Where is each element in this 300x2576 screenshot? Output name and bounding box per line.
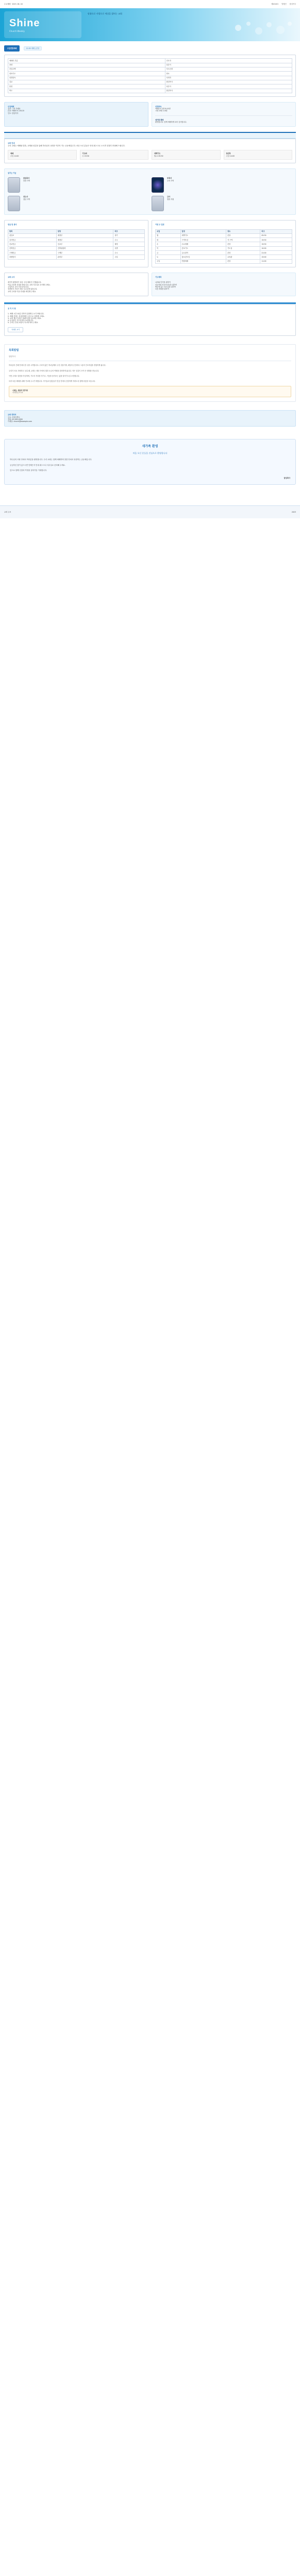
worship-order-box (4, 55, 296, 97)
welcome-letter-signature: 담임목사 (284, 477, 290, 479)
table-cell: 구제부 (56, 251, 113, 255)
order-item: 찬양 (8, 63, 165, 67)
table-cell: 십일조 (8, 233, 57, 238)
table-cell: 토 (156, 255, 181, 259)
table-row (156, 251, 292, 255)
pastor-column-paragraph: 하나님의 은혜 안에서 한 주를 시작합니다. 우리의 삶은 하나님께서 주신 선물이며, 매일의 순간마다 그분의 인도하심을 경험하게 됩니다. (9, 364, 106, 367)
table-row (8, 76, 292, 80)
prayer-box (152, 273, 296, 296)
offering-box (4, 220, 148, 267)
table-row (8, 238, 145, 242)
staff-section (4, 168, 296, 215)
welcome-letter-paragraph: 하나님의 사랑 안에서 여러분을 환영합니다. 우리 교회는 함께 예배하며 말씀 안에서 성장하는 공동체입니다. (10, 459, 92, 461)
table-cell: 감사헌금 (8, 238, 57, 242)
list-item: 새가족 환영회가 다음 주일 예배 후 진행됩니다. (8, 281, 42, 284)
table-cell: 10:00 (260, 246, 292, 250)
staff-card (152, 177, 292, 193)
order-leader: 담임목사 (165, 80, 292, 84)
staff-role: 교육 사역 (167, 179, 174, 182)
table-row (8, 59, 292, 63)
list-item: 주일학교 교사 모집 중입니다. (8, 285, 29, 288)
table-cell: 중보기도 (180, 246, 226, 250)
table-cell: 선교부 (56, 242, 113, 246)
table-row (8, 72, 292, 76)
schedule-col-header: 비고 (260, 229, 292, 233)
avatar (152, 196, 164, 211)
footer-left: 교회 주보 (4, 511, 11, 513)
table-row (8, 89, 292, 93)
order-leader: 사회자 (165, 76, 292, 80)
order-leader: 장로 (165, 72, 292, 76)
offering-table (8, 229, 145, 260)
announcement-title: 공 지 사 항 (8, 307, 16, 310)
table-cell: 재정부 (56, 233, 113, 238)
legend-item (8, 150, 77, 160)
offering-and-schedule (4, 220, 296, 267)
staff-list (8, 196, 292, 211)
sermon-box-title: 주일예배 (8, 105, 14, 108)
table-cell: 기도실 (226, 246, 260, 250)
table-row (8, 255, 145, 259)
welcome-letter-section (4, 439, 296, 485)
contact-section (4, 410, 296, 426)
table-cell: 새벽기도 (180, 233, 226, 238)
order-item: 대표기도 (8, 72, 165, 76)
order-item: 축도 (8, 89, 165, 93)
legend-item (152, 150, 221, 160)
announcement-line: 4. 분실물은 사무실에서 보관합니다. (8, 319, 34, 322)
table-cell: 화 (156, 238, 181, 242)
table-row (156, 246, 292, 250)
table-row (8, 84, 292, 89)
list-item: 다음 세대를 위하여 (155, 288, 169, 291)
table-row (8, 80, 292, 84)
reading-line: 시편 23편 1-6절 (155, 110, 168, 112)
legend-value: 월-토 05:30 (154, 155, 163, 157)
worship-order-section (4, 45, 296, 97)
contact-line: 주소: 서울특별시 (8, 416, 20, 418)
table-row (156, 255, 292, 259)
announcement-line: 5. 주차는 안내 요원의 지시에 따라 주세요. (8, 321, 39, 324)
church-logo (4, 11, 81, 38)
news-box (4, 273, 148, 296)
table-row (156, 242, 292, 246)
order-item: 신앙고백 (8, 67, 165, 71)
table-cell: 수시 (113, 238, 145, 242)
staff-name: 간사 (167, 196, 171, 198)
schedule-table (155, 229, 292, 264)
sermon-line: 설교: 그의 은혜로 (8, 108, 21, 110)
top-right-meta (271, 3, 296, 5)
staff-name: 전도사 (23, 196, 28, 198)
table-cell: 본당 (226, 233, 260, 238)
staff-role: 청년 사역 (23, 198, 30, 200)
divider (155, 115, 292, 116)
list-item: 성경통독 모임이 매주 토요일에 있습니다. (8, 288, 38, 291)
legend-value: 주일 11:00 (10, 155, 19, 157)
table-cell: 재정부 (56, 238, 113, 242)
contact-box (4, 410, 296, 426)
announcement-line: 1. 예배 시간 10분 전까지 입장해 주시기 바랍니다. (8, 313, 44, 315)
legend-value: 수 19:30 (82, 155, 89, 157)
table-cell: 수요예배 (180, 242, 226, 246)
list-item: 여름 수련회 신청을 받습니다. 교회 사무실로 문의해 주세요. (8, 283, 51, 286)
offering-col-header: 담당 (56, 229, 113, 233)
order-item: 예배의 부름 (8, 59, 165, 63)
schedule-col-header: 일정 (180, 229, 226, 233)
table-cell: 수시 (113, 251, 145, 255)
welcome-letter-subtitle: 처음 오신 분들을 진심으로 환영합니다 (132, 451, 168, 454)
announcement-section (4, 302, 296, 336)
decorative-dots-icon (233, 19, 295, 37)
announcement-line: 3. 교회 행사 일정은 홈페이지를 참고해 주세요. (8, 317, 42, 319)
legend-label: 새벽기도 (154, 152, 161, 155)
reading-box-title: 성경봉독 (155, 105, 162, 108)
table-cell: 교육관 (226, 255, 260, 259)
pastor-column-paragraph: 우리가 서로 사랑하고 섬길 때, 교회는 세상 속에서 빛과 소금의 역할을 감당하게 됩니다. 작은 섬김이 모여 큰 변화를 만듭니다. (9, 369, 99, 372)
reading-line: 에베소서 2장 8-10절 (155, 108, 171, 110)
table-cell: 건축위원회 (56, 246, 113, 250)
footer (0, 505, 300, 518)
table-cell: 선교헌금 (8, 242, 57, 246)
news-title: 교회 소식 (8, 276, 15, 279)
sermon-and-reading (4, 102, 296, 127)
details-button[interactable]: 자세히 보기 (8, 327, 23, 332)
publisher: 발행인 (281, 3, 287, 5)
table-cell: 수 (156, 242, 181, 246)
table-cell: 19:30 (260, 238, 292, 242)
welcome-letter-paragraph: 궁금하신 점이 있으시면 언제든지 안내 데스크나 사무실로 문의해 주세요. (10, 464, 65, 466)
avatar (8, 196, 20, 211)
table-cell: 11:00 (260, 259, 292, 263)
table-row (8, 67, 292, 71)
welcome-letter-paragraph: 앞으로 함께 신앙의 여정을 걸어가길 기대합니다. (10, 469, 47, 472)
staff-card (8, 196, 148, 211)
welcome-letter-title: 새가족 환영 (142, 444, 158, 448)
church-intro-legend (8, 150, 292, 160)
order-leader: 사도신경 (165, 67, 292, 71)
top-date: 수요예배 · 2023. 06. 18 (4, 3, 23, 5)
sermon-line: 본문: 에베소서 2:8-10 (8, 110, 24, 112)
legend-label: 기도회 (82, 152, 87, 155)
footer-right: 2023 (291, 511, 296, 513)
announcement-line: 2. 예배 중에는 휴대전화를 무음으로 설정해 주세요. (8, 315, 45, 317)
news-and-prayer (4, 273, 296, 296)
order-leader: 담임목사 (165, 89, 292, 93)
staff-title: 섬기는 이들 (8, 172, 16, 174)
table-cell: 차량봉사 (8, 255, 57, 259)
schedule-col-header: 요일 (156, 229, 181, 233)
prayer-title: 기도제목 (155, 276, 162, 279)
top-meta-bar (0, 0, 300, 8)
pastor: 담임목사 (289, 3, 296, 5)
legend-label: 예배 (10, 152, 14, 155)
table-cell: 주일 (113, 255, 145, 259)
table-row (8, 246, 145, 250)
table-cell: 구역모임 (180, 238, 226, 242)
list-item: 나라와 민족을 위하여 (155, 281, 171, 284)
contact-line: 이메일: church@example.com (8, 420, 32, 423)
legend-label: 청년부 (226, 152, 231, 155)
list-item: 선교지와 선교사님들을 위하여 (155, 283, 177, 286)
table-cell: 금요철야 (180, 251, 226, 255)
table-cell: 05:30 (260, 233, 292, 238)
contact-title: 교회 연락처 (8, 414, 16, 416)
church-intro-strip (4, 132, 296, 139)
table-cell: 본당 (226, 251, 260, 255)
pastor-column-paragraph: 특히 다음 세대를 위해 기도해 주시기 바랍니다. 아이들과 청년들이 믿음 안에서 건강하게 자라도록 함께 마음을 모읍시다. (9, 380, 96, 383)
pastor-column-article (4, 344, 296, 402)
table-cell: 특별 (113, 246, 145, 250)
table-cell: 연합예배 (180, 259, 226, 263)
order-item: 설교 (8, 80, 165, 84)
legend-item (80, 150, 149, 160)
church-intro-title: 교회 안내 (8, 142, 15, 145)
church-intro-paragraph: 우리 교회는 예배와 말씀, 교제와 섬김을 통해 하나님의 나라를 이루어 가는 공동체입니다. 처음 오신 분들은 안내 데스크로 오시면 친절히 안내해 드립니다. (8, 144, 125, 147)
table-cell: 15:00 (260, 255, 292, 259)
pastor-column (4, 344, 296, 402)
masthead-tagline: 말씀으로 사랑으로 세상을 밝히는 교회 (88, 12, 122, 15)
order-item: 성경봉독 (8, 76, 165, 80)
list-item: 병중에 있는 성도들을 위하여 (155, 285, 176, 288)
table-row (8, 251, 145, 255)
table-cell: 금 (156, 251, 181, 255)
offering-col-header: 항목 (8, 229, 57, 233)
order-item: 봉헌 (8, 84, 165, 89)
table-row (156, 259, 292, 263)
announcement-box (4, 304, 296, 336)
table-cell: 19:30 (260, 242, 292, 246)
staff-card (8, 177, 148, 193)
contact-line: 전화: 02-000-0000 (8, 418, 23, 420)
pastor-column-title: 목회칼럼 (9, 349, 19, 352)
pastor-column-meta: 담임목사 (9, 355, 16, 358)
staff-name: 부목사 (167, 177, 172, 180)
staff-name: 담임목사 (23, 177, 30, 180)
logo-word: Shine (9, 18, 40, 29)
list-item: 교회 주차장 이용 안내를 확인해 주세요. (8, 290, 37, 293)
reading-box (152, 102, 296, 127)
staff-list (8, 177, 292, 193)
table-cell: 건축헌금 (8, 246, 57, 250)
logo-subtitle: Church Weekly (9, 30, 25, 32)
welcome-title: 새가족 환영 (155, 118, 164, 121)
legend-value: 주일 14:00 (226, 155, 235, 157)
offering-title: 헌금 및 봉사 (8, 224, 17, 226)
table-cell: 목 (156, 246, 181, 250)
sermon-line: 인도: 담임목사 (8, 112, 19, 114)
staff-role: 행정 지원 (167, 198, 174, 200)
pastor-column-paragraph: 이번 주에도 말씀을 묵상하며, 기도의 자리를 지키고, 이웃을 돌아보는 삶을 살아가시길 소망합니다. (9, 375, 80, 378)
schedule-col-header: 장소 (226, 229, 260, 233)
avatar (152, 177, 164, 193)
church-intro-box (4, 139, 296, 163)
table-cell: 본당 (226, 259, 260, 263)
table-cell: 21:00 (260, 251, 292, 255)
order-leader: 다같이 (165, 84, 292, 89)
issue-number: 제2016호 (271, 3, 279, 5)
table-cell: 구제헌금 (8, 251, 57, 255)
table-cell: 본당 (226, 242, 260, 246)
order-leader: 다같이 (165, 63, 292, 67)
worship-order-subtitle: 11:00 예배 | 본당 (24, 46, 42, 50)
worship-order-title: 주일연합예배 (4, 45, 20, 52)
order-leader: 인도자 (165, 59, 292, 63)
table-row (156, 238, 292, 242)
staff-box (4, 168, 296, 215)
schedule-box (152, 220, 296, 267)
table-cell: 각 구역 (226, 238, 260, 242)
sermon-box (4, 102, 148, 127)
church-intro (4, 132, 296, 163)
table-row (156, 233, 292, 238)
staff-role: 말씀 사역 (23, 179, 30, 182)
table-cell: 관리부 (56, 255, 113, 259)
table-row (8, 63, 292, 67)
schedule-title: 이번 주 일정 (155, 224, 164, 226)
staff-card (152, 196, 292, 211)
quote-text: 너희는 세상의 빛이라 (12, 389, 28, 392)
table-row (8, 233, 145, 238)
table-cell: 정기 (113, 233, 145, 238)
welcome-letter (4, 439, 296, 485)
table-cell: 주일 (156, 259, 181, 263)
table-cell: 월정 (113, 242, 145, 246)
avatar (8, 177, 20, 193)
welcome-line: 환영합니다. 함께 예배하게 되어 감사합니다. (155, 121, 187, 124)
legend-item (224, 150, 293, 160)
worship-order-table (8, 58, 292, 93)
quote-box (9, 386, 291, 398)
masthead-banner (0, 8, 300, 41)
offering-col-header: 비고 (113, 229, 145, 233)
table-row (8, 242, 145, 246)
quote-ref: 마태복음 5:14 (12, 392, 23, 394)
table-cell: 청소년모임 (180, 255, 226, 259)
table-cell: 월 (156, 233, 181, 238)
